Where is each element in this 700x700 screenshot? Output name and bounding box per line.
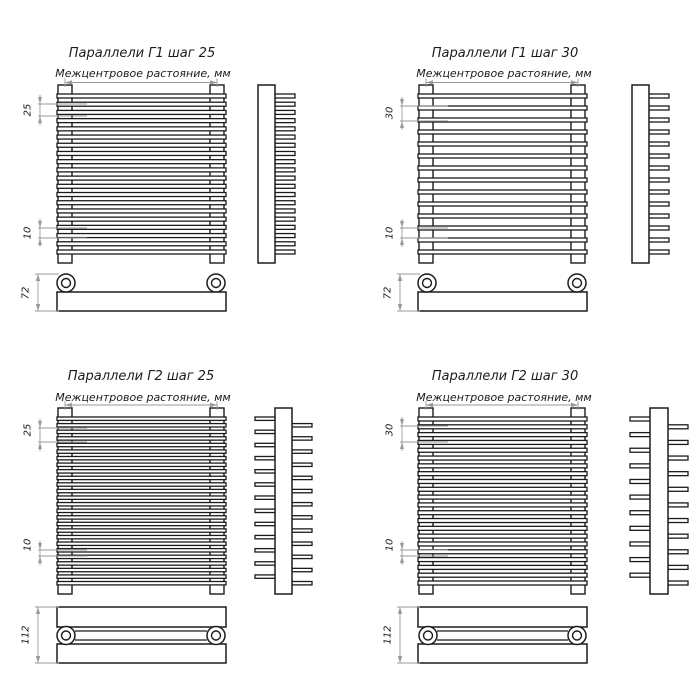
dimension-arrow bbox=[400, 238, 404, 245]
depth-dimension-value: 72 bbox=[382, 286, 394, 300]
tube bbox=[57, 110, 226, 114]
tube-end-tab bbox=[647, 142, 669, 146]
tube-end-tab-left bbox=[630, 511, 652, 515]
tube-bank-plan-back bbox=[57, 644, 226, 663]
tube bbox=[418, 190, 587, 194]
step-dimension-value: 30 bbox=[384, 423, 396, 437]
tube-end-tab-right bbox=[290, 476, 312, 479]
dimension-arrow bbox=[400, 442, 404, 449]
tube-end-tab bbox=[273, 94, 295, 98]
tube-end-tab bbox=[647, 178, 669, 182]
center-distance-label: Межцентровое растояние, мм bbox=[416, 67, 592, 80]
tube-end-tab-right bbox=[666, 456, 688, 460]
tube bbox=[418, 433, 587, 437]
tube-end-tab-right bbox=[290, 555, 312, 558]
tube bbox=[57, 135, 226, 139]
page-title: Параллели Г1 шаг 30 bbox=[431, 46, 579, 61]
step-dimension-value: 25 bbox=[22, 423, 34, 437]
tube-end-tab bbox=[647, 130, 669, 134]
pipe-fitting-inner bbox=[62, 279, 71, 288]
tube-end-tab-left bbox=[255, 483, 277, 486]
quadrant-0 bbox=[35, 79, 295, 312]
tube bbox=[418, 542, 587, 546]
tube-end-tab bbox=[273, 225, 295, 229]
dimension-arrow bbox=[36, 274, 40, 281]
tube bbox=[57, 575, 226, 578]
tube bbox=[418, 142, 587, 146]
tube-end-tab-left bbox=[255, 509, 277, 512]
tube bbox=[418, 202, 587, 206]
dimension-arrow bbox=[426, 80, 433, 84]
riser bbox=[419, 85, 433, 263]
tube bbox=[418, 417, 587, 421]
dimension-arrow bbox=[210, 80, 217, 84]
dimension-arrow bbox=[400, 221, 404, 228]
pipe-fitting-inner bbox=[212, 631, 221, 640]
dimension-arrow bbox=[398, 607, 402, 614]
tube bbox=[57, 217, 226, 221]
dimension-arrow bbox=[400, 99, 404, 106]
tube-end-tab-left bbox=[255, 430, 277, 433]
tube-end-tab-right bbox=[666, 425, 688, 429]
tube bbox=[57, 242, 226, 246]
tube bbox=[57, 151, 226, 155]
tube-end-tab-left bbox=[255, 417, 277, 420]
tube-end-tab bbox=[647, 202, 669, 206]
tube bbox=[57, 176, 226, 180]
tube-end-tab-left bbox=[630, 479, 652, 483]
depth-dimension-value: 72 bbox=[20, 286, 32, 300]
tube bbox=[57, 184, 226, 188]
pipe-fitting-inner bbox=[62, 631, 71, 640]
pipe-fitting-inner bbox=[573, 631, 582, 640]
quadrant-2 bbox=[35, 401, 312, 663]
tube bbox=[418, 94, 587, 98]
tube-end-tab bbox=[273, 184, 295, 188]
front-view bbox=[57, 408, 226, 594]
dimension-arrow bbox=[398, 274, 402, 281]
tube bbox=[57, 225, 226, 229]
dimension-arrow bbox=[38, 556, 42, 563]
tube-end-tab bbox=[647, 154, 669, 158]
page-title: Параллели Г1 шаг 25 bbox=[68, 46, 216, 61]
tube bbox=[57, 503, 226, 506]
tube bbox=[57, 470, 226, 473]
tube bbox=[57, 522, 226, 525]
tube-end-tab-left bbox=[255, 470, 277, 473]
step-dimension-value: 25 bbox=[22, 103, 34, 117]
tube bbox=[418, 130, 587, 134]
tube bbox=[57, 168, 226, 172]
tube-end-tab-right bbox=[290, 582, 312, 585]
tube bbox=[57, 250, 226, 254]
tube-end-tab bbox=[647, 238, 669, 242]
dimension-arrow bbox=[38, 421, 42, 428]
dimension-arrow bbox=[38, 543, 42, 550]
dimension-arrow bbox=[400, 543, 404, 550]
quadrant-0-texts bbox=[21, 46, 231, 299]
tube-end-tab-left bbox=[630, 495, 652, 499]
tube bbox=[57, 450, 226, 453]
tube bbox=[418, 573, 587, 577]
tube bbox=[57, 201, 226, 205]
dimension-arrow bbox=[65, 80, 72, 84]
tube bbox=[57, 437, 226, 440]
tube-end-tab-left bbox=[630, 558, 652, 562]
tube-end-tab bbox=[273, 250, 295, 254]
gap-dimension-value: 10 bbox=[384, 226, 396, 240]
tube bbox=[418, 472, 587, 476]
tube bbox=[57, 94, 226, 98]
side-riser bbox=[650, 408, 668, 594]
tube-end-tab-left bbox=[630, 448, 652, 452]
tube-end-tab-left bbox=[255, 535, 277, 538]
tube bbox=[57, 476, 226, 479]
gap-dimension-value: 10 bbox=[384, 538, 396, 552]
dimension-arrow bbox=[36, 607, 40, 614]
tube-bank-plan-back bbox=[418, 644, 587, 663]
tube-end-tab bbox=[647, 190, 669, 194]
riser bbox=[210, 408, 224, 594]
front-view bbox=[57, 85, 226, 263]
tube bbox=[57, 127, 226, 131]
tube bbox=[418, 503, 587, 507]
tube-end-tab-right bbox=[666, 487, 688, 491]
page-title: Параллели Г2 шаг 25 bbox=[67, 369, 215, 384]
tube-bank-plan bbox=[57, 292, 226, 311]
tube-end-tab-right bbox=[666, 472, 688, 476]
center-distance-label: Межцентровое растояние, мм bbox=[55, 391, 231, 404]
page-title: Параллели Г2 шаг 30 bbox=[431, 369, 579, 384]
tube bbox=[57, 424, 226, 427]
tube-end-tab bbox=[273, 119, 295, 123]
tube-end-tab-right bbox=[666, 503, 688, 507]
pipe-fitting-inner bbox=[423, 279, 432, 288]
tube bbox=[418, 495, 587, 499]
tube-end-tab-right bbox=[666, 534, 688, 538]
tube-end-tab-left bbox=[255, 443, 277, 446]
tube-end-tab-left bbox=[255, 496, 277, 499]
tube bbox=[57, 430, 226, 433]
dimension-arrow bbox=[400, 121, 404, 128]
tube-end-tab bbox=[273, 135, 295, 139]
dimension-arrow bbox=[400, 556, 404, 563]
tube-end-tab-right bbox=[290, 542, 312, 545]
tube-end-tab-right bbox=[290, 463, 312, 466]
tube-end-tab-left bbox=[630, 464, 652, 468]
tube-end-tab-right bbox=[290, 424, 312, 427]
tube bbox=[57, 496, 226, 499]
step-dimension-value: 30 bbox=[384, 106, 396, 120]
tube bbox=[418, 511, 587, 515]
tube bbox=[57, 160, 226, 164]
tube bbox=[57, 193, 226, 197]
dimension-arrow bbox=[571, 80, 578, 84]
tube-end-tab-left bbox=[255, 562, 277, 565]
tube-end-tab-right bbox=[290, 489, 312, 492]
tube bbox=[57, 562, 226, 565]
bottom-view bbox=[418, 274, 587, 311]
tube-end-tab bbox=[273, 217, 295, 221]
tube bbox=[57, 535, 226, 538]
tube-end-tab-right bbox=[290, 437, 312, 440]
tube-end-tab bbox=[273, 193, 295, 197]
tube bbox=[418, 479, 587, 483]
dimension-arrow bbox=[398, 656, 402, 663]
riser bbox=[571, 85, 585, 263]
tube bbox=[57, 582, 226, 585]
tube bbox=[57, 119, 226, 123]
side-riser bbox=[258, 85, 275, 263]
tube-end-tab bbox=[273, 160, 295, 164]
tube bbox=[418, 154, 587, 158]
tube bbox=[418, 526, 587, 530]
center-distance-label: Межцентровое растояние, мм bbox=[416, 391, 592, 404]
tube bbox=[57, 209, 226, 213]
tube bbox=[418, 106, 587, 110]
tube-end-tab bbox=[273, 168, 295, 172]
tube bbox=[418, 519, 587, 523]
side-view bbox=[632, 85, 669, 263]
quadrant-1-texts bbox=[383, 46, 592, 299]
bottom-view bbox=[57, 274, 226, 311]
center-distance-label: Межцентровое растояние, мм bbox=[55, 67, 231, 80]
quadrant-1 bbox=[397, 79, 669, 312]
tube-end-tab-left bbox=[255, 575, 277, 578]
tube bbox=[57, 542, 226, 545]
tube bbox=[418, 581, 587, 585]
tube-bank-plan bbox=[418, 292, 587, 311]
tube bbox=[57, 143, 226, 147]
dimension-arrow bbox=[38, 238, 42, 245]
tube bbox=[418, 534, 587, 538]
tube-end-tab bbox=[273, 143, 295, 147]
tube bbox=[418, 448, 587, 452]
tube bbox=[418, 166, 587, 170]
tube-end-tab-right bbox=[666, 440, 688, 444]
tube-end-tab bbox=[647, 166, 669, 170]
tube bbox=[418, 250, 587, 254]
tube bbox=[418, 178, 587, 182]
tube bbox=[418, 456, 587, 460]
tube-end-tab-right bbox=[290, 450, 312, 453]
depth-dimension-value: 112 bbox=[382, 625, 394, 645]
tube-end-tab bbox=[647, 214, 669, 218]
side-riser bbox=[632, 85, 649, 263]
tube bbox=[418, 238, 587, 242]
tube-end-tab-right bbox=[666, 581, 688, 585]
tube bbox=[57, 489, 226, 492]
front-view bbox=[418, 85, 587, 263]
tube bbox=[418, 565, 587, 569]
tube bbox=[57, 568, 226, 571]
pipe-fitting-inner bbox=[573, 279, 582, 288]
tube bbox=[57, 417, 226, 420]
tube-end-tab bbox=[273, 151, 295, 155]
tube-end-tab bbox=[647, 106, 669, 110]
tube-end-tab bbox=[273, 201, 295, 205]
dimension-arrow bbox=[38, 116, 42, 123]
tube-end-tab-left bbox=[630, 433, 652, 437]
riser bbox=[58, 408, 72, 594]
side-riser bbox=[275, 408, 292, 594]
tube-end-tab-right bbox=[290, 516, 312, 519]
gap-dimension-value: 10 bbox=[22, 538, 34, 552]
dimension-arrow bbox=[36, 304, 40, 311]
depth-dimension-value: 112 bbox=[20, 625, 32, 645]
quadrant-3 bbox=[397, 401, 688, 663]
tube bbox=[57, 443, 226, 446]
front-view bbox=[418, 408, 587, 594]
quadrant-2-texts bbox=[21, 369, 231, 645]
tube-end-tab bbox=[273, 127, 295, 131]
dimension-arrow bbox=[38, 221, 42, 228]
tube-end-tab-left bbox=[255, 522, 277, 525]
tube-end-tab bbox=[647, 94, 669, 98]
pipe-fitting-inner bbox=[212, 279, 221, 288]
tube-end-tab bbox=[273, 242, 295, 246]
tube-end-tab bbox=[273, 176, 295, 180]
dimension-arrow bbox=[38, 97, 42, 104]
tube-end-tab-right bbox=[290, 503, 312, 506]
tube-end-tab-left bbox=[630, 526, 652, 530]
dimension-arrow bbox=[38, 442, 42, 449]
tube bbox=[418, 214, 587, 218]
tube-end-tab bbox=[647, 118, 669, 122]
side-view bbox=[630, 408, 688, 594]
tube-end-tab-right bbox=[666, 519, 688, 523]
tube-end-tab-left bbox=[255, 456, 277, 459]
tube-end-tab-right bbox=[290, 529, 312, 532]
tube bbox=[57, 456, 226, 459]
tube bbox=[57, 463, 226, 466]
tube-end-tab bbox=[273, 102, 295, 106]
tube bbox=[418, 425, 587, 429]
tube-end-tab-left bbox=[630, 417, 652, 421]
tube-end-tab-right bbox=[666, 550, 688, 554]
tube bbox=[57, 234, 226, 238]
tube-end-tab bbox=[647, 250, 669, 254]
tube-end-tab-right bbox=[666, 565, 688, 569]
tube bbox=[418, 487, 587, 491]
bottom-view bbox=[418, 607, 587, 663]
tube-end-tab-left bbox=[630, 573, 652, 577]
tube bbox=[57, 516, 226, 519]
tube bbox=[57, 483, 226, 486]
tube-end-tab bbox=[273, 110, 295, 114]
tube-bank-plan-front bbox=[57, 607, 226, 627]
tube-end-tab-left bbox=[630, 542, 652, 546]
tube bbox=[57, 529, 226, 532]
tube-end-tab-left bbox=[255, 549, 277, 552]
side-view bbox=[258, 85, 295, 263]
tube bbox=[57, 509, 226, 512]
tube-end-tab-right bbox=[290, 568, 312, 571]
side-view bbox=[255, 408, 312, 594]
gap-dimension-value: 10 bbox=[22, 226, 34, 240]
tube-end-tab bbox=[273, 234, 295, 238]
tube-bank-plan-front bbox=[418, 607, 587, 627]
tube bbox=[418, 464, 587, 468]
dimension-arrow bbox=[398, 304, 402, 311]
tube-end-tab bbox=[273, 209, 295, 213]
tube-end-tab bbox=[647, 226, 669, 230]
dimension-arrow bbox=[400, 419, 404, 426]
pipe-fitting-inner bbox=[424, 631, 433, 640]
dimension-arrow bbox=[36, 656, 40, 663]
bottom-view bbox=[57, 607, 226, 663]
tube bbox=[418, 558, 587, 562]
